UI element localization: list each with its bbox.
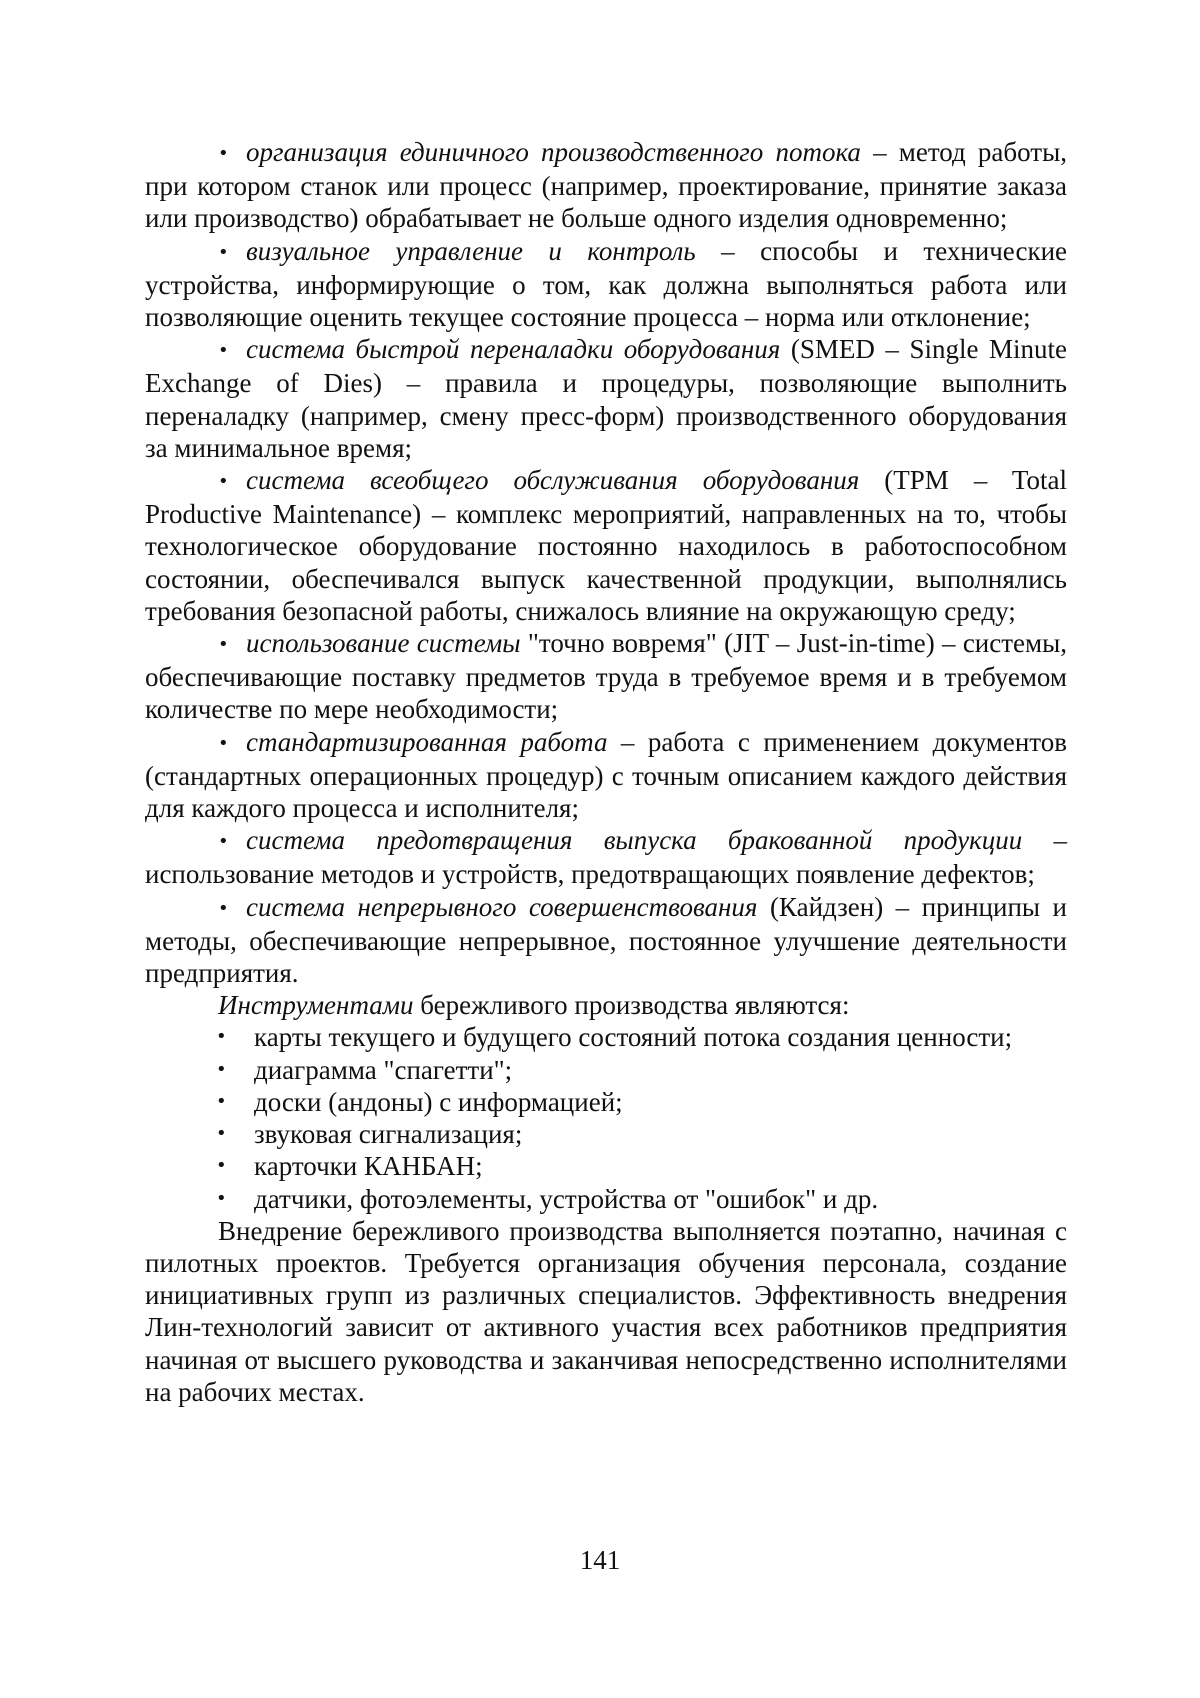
list-item xyxy=(145,1118,1067,1150)
list-item-text: звуковая сигнализация; xyxy=(254,1119,523,1150)
definition-text: – метод работы, при котором станок или процесс (например, проектирование, принятие заказа или производство) обрабатывает не больше одного изделия одновременно; xyxy=(145,137,1067,234)
bullet-icon: • xyxy=(218,897,229,919)
definition-text: – способы и технические устройства, информирующие о том, как должна выполняться работа или позволяющие оценить текущее состояние процесса – норма или отклонение; xyxy=(145,235,1067,333)
bullet-icon: • xyxy=(216,1090,227,1112)
list-item-text: карточки КАНБАН; xyxy=(254,1151,483,1182)
definition-text: – работа с применением документов (стандартных операционных процедур) с точным описанием каждого действия для каждого процесса и исполнителя; xyxy=(145,726,1067,824)
bullet-icon: • xyxy=(218,471,229,493)
list-item xyxy=(145,1183,1067,1215)
tools-intro-term: Инструментами xyxy=(218,990,414,1021)
bullet-icon: • xyxy=(218,340,229,362)
tools-list xyxy=(145,1021,1067,1214)
definition-term: организация единичного производственного потока xyxy=(246,137,861,167)
bullet-icon: • xyxy=(218,241,229,263)
definition-item xyxy=(145,235,1067,334)
list-item-text: карты текущего и будущего состояний потока создания ценности; xyxy=(254,1022,1013,1053)
page-number: 141 xyxy=(579,1545,621,1575)
list-item-text: датчики, фотоэлементы, устройства от "ошибок" и др. xyxy=(254,1183,879,1214)
bullet-icon: • xyxy=(216,1026,227,1048)
list-item xyxy=(145,1021,1067,1053)
definition-item xyxy=(145,333,1067,464)
definition-term: стандартизированная работа xyxy=(246,726,608,757)
list-item-text: диаграмма "спагетти"; xyxy=(254,1054,513,1085)
closing-paragraph: Внедрение бережливого производства выполняется поэтапно, начиная с пилотных проектов. Требуется организация обучения персонала, создание инициативных групп из различных специалистов. Эффективность внедрения Лин-технологий зависит от активного участия всех работников предприятия начиная от высшего руководства и заканчивая непосредственно исполнителями на рабочих местах. xyxy=(145,1215,1067,1407)
list-item xyxy=(145,1150,1067,1182)
definition-term: система быстрой переналадки оборудования xyxy=(246,334,781,365)
bullet-icon: • xyxy=(216,1058,227,1080)
definition-text: (SMED – Single Minute Exchange of Dies) – правила и процедуры, позволяющие выполнить переналадку (например, смену пресс-форм) производственного оборудования за минимальное время; xyxy=(145,334,1067,463)
definition-term: система всеобщего обслуживания оборудования xyxy=(246,465,860,496)
definition-item xyxy=(145,627,1067,726)
definition-item xyxy=(145,136,1067,235)
definition-item xyxy=(145,726,1067,825)
bullet-icon: • xyxy=(218,634,229,656)
definition-text: – использование методов и устройств, предотвращающих появление дефектов; xyxy=(145,825,1067,890)
list-item xyxy=(145,1054,1067,1086)
list-item xyxy=(145,1086,1067,1118)
definition-item xyxy=(145,824,1067,890)
definition-term: система непрерывного совершенствования xyxy=(246,891,758,922)
definition-term: система предотвращения выпуска бракованной продукции xyxy=(246,825,1023,856)
bullet-icon: • xyxy=(218,831,229,853)
tools-intro-text: бережливого производства являются: xyxy=(413,990,850,1021)
list-item-text: доски (андоны) с информацией; xyxy=(254,1086,623,1117)
definition-term: визуальное управление и контроль xyxy=(246,235,696,266)
definition-term: использование системы xyxy=(246,628,521,659)
tools-intro xyxy=(145,989,1067,1021)
bullet-icon: • xyxy=(218,732,229,754)
page-body xyxy=(145,136,1067,1408)
definition-text: (Кайдзен) – принципы и методы, обеспечивающие непрерывное, постоянное улучшение деятельности предприятия. xyxy=(145,891,1067,989)
definition-text: "точно вовремя" (JIT – Just-in-time) – системы, обеспечивающие поставку предметов труда в требуемое время и в требуемом количестве по мере необходимости; xyxy=(145,628,1067,725)
bullet-icon: • xyxy=(216,1187,227,1209)
definition-text: (TPM – Total Productive Maintenance) – комплекс мероприятий, направленных на то, чтобы технологическое оборудование постоянно находилось в работоспособном состоянии, обеспечивался выпуск качественной продукции, выполнялись требования безопасной работы, снижалось влияние на окружающую среду; xyxy=(145,465,1067,626)
bullet-icon: • xyxy=(216,1123,227,1145)
bullet-icon: • xyxy=(216,1155,227,1177)
bullet-icon: • xyxy=(218,143,229,164)
definition-item xyxy=(145,891,1067,990)
definition-item xyxy=(145,464,1067,627)
